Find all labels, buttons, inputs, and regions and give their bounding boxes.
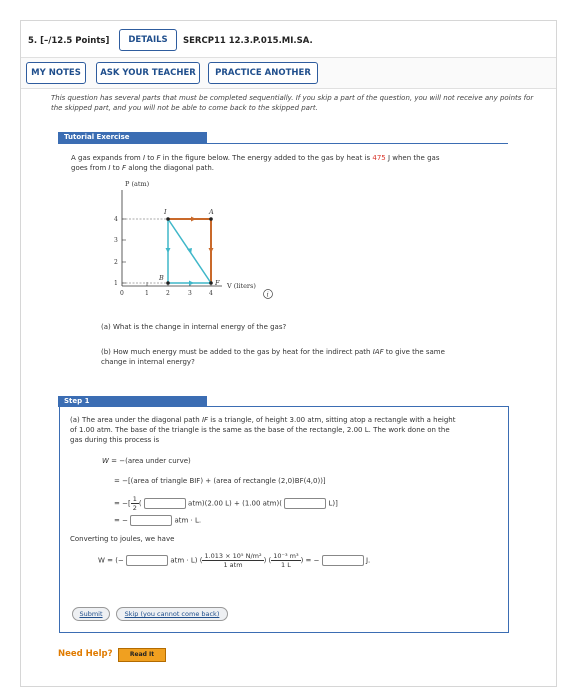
point-i xyxy=(166,217,170,221)
work-atm-l-input[interactable] xyxy=(130,515,172,526)
label-f: F xyxy=(215,279,220,287)
question-number: 5. [–/12.5 Points] xyxy=(28,36,110,46)
tutorial-heading: Tutorial Exercise xyxy=(58,132,207,143)
practice-another-button[interactable]: PRACTICE ANOTHER xyxy=(208,62,318,84)
submit-button[interactable]: Submit xyxy=(72,607,110,621)
step1-box xyxy=(59,406,509,633)
arrow-bf xyxy=(189,281,194,286)
arrow-ia xyxy=(191,217,196,222)
question-card xyxy=(20,20,557,687)
pv-diagram xyxy=(97,176,297,301)
equation-work-atm-l: = − atm · L. xyxy=(114,516,202,525)
points-label: [–/12.5 Points] xyxy=(40,36,110,46)
skip-notice: This question has several parts that must be completed sequentially. If you skip a part of the question, you will not receive any points for the skipped part, and you will not be able to come back to the skipped part. xyxy=(51,94,534,112)
equation-area-values: = −[ $\frac{1}{2}$ ( atm)(2.00 L) + (1.00 atm)( L)] xyxy=(114,495,338,512)
my-notes-button[interactable]: MY NOTES xyxy=(26,62,86,84)
equation-area-sum: = −[(area of triangle BIF) + (area of rectangle (2,0)BF(4,0))] xyxy=(114,477,326,485)
need-help-label: Need Help? xyxy=(58,649,113,659)
tutorial-intro: A gas expands from I to F in the figure below. The energy added to the gas by heat is 475 J when the gas goes from I to F along the diagonal path. xyxy=(71,154,440,172)
question-header xyxy=(21,21,556,57)
y-tick-label: 2 xyxy=(114,259,118,266)
x-axis-label: V (liters) xyxy=(227,282,256,290)
rectangle-base-input[interactable] xyxy=(284,498,326,509)
details-button[interactable]: DETAILS xyxy=(119,29,177,51)
x-tick-label: 0 xyxy=(120,290,124,297)
question-b: (b) How much energy must be added to the gas by heat for the indirect path IAF to give the same change in internal energy? xyxy=(101,348,445,366)
x-tick-label: 2 xyxy=(166,290,170,297)
heat-value: 475 xyxy=(372,154,386,162)
point-f xyxy=(209,281,213,285)
label-i: I xyxy=(164,208,167,216)
y-axis-label: P (atm) xyxy=(125,180,150,188)
y-tick-label: 4 xyxy=(114,216,118,223)
step1-explanation: (a) The area under the diagonal path IF is a triangle, of height 3.00 atm, sitting atop a rectangle with a height of 1.00 atm. The base of the triangle is the same as the base of the rectangle, 2.00 L. The work done on the gas during this process is xyxy=(70,416,456,444)
work-conversion-input[interactable] xyxy=(126,555,168,566)
skip-button[interactable]: Skip (you cannot come back) xyxy=(116,607,228,621)
equation-work-def: W = −(area under curve) xyxy=(102,457,191,465)
label-b: B xyxy=(159,274,164,282)
x-tick-label: 4 xyxy=(209,290,213,297)
label-a: A xyxy=(209,208,214,216)
y-tick-label: 1 xyxy=(114,280,118,287)
x-tick-label: 1 xyxy=(145,290,149,297)
action-nav xyxy=(21,57,556,89)
read-it-button[interactable]: Read It xyxy=(118,648,166,662)
equation-work-joules: W = (− atm · L) ( $\frac{\text{1.013 × 10⁵ N/m²}}{\text{1 atm}}$ ) ( $\frac{\text{10⁻³ m³}}{1 L}$ ) = − J. xyxy=(98,552,371,569)
arrow-ib xyxy=(166,248,171,253)
info-icon xyxy=(264,290,273,299)
work-joules-input[interactable] xyxy=(322,555,364,566)
point-b xyxy=(166,281,170,285)
triangle-height-input[interactable] xyxy=(144,498,186,509)
arrow-af xyxy=(209,248,214,253)
converting-label: Converting to joules, we have xyxy=(70,535,175,543)
x-tick-label: 3 xyxy=(188,290,192,297)
x-ticks xyxy=(120,282,213,297)
svg-text:i: i xyxy=(266,290,269,299)
step1-heading: Step 1 xyxy=(58,396,207,407)
y-tick-label: 3 xyxy=(114,237,118,244)
tutorial-divider xyxy=(58,143,508,144)
ask-teacher-button[interactable]: ASK YOUR TEACHER xyxy=(96,62,200,84)
problem-code: SERCP11 12.3.P.015.MI.SA. xyxy=(183,36,313,46)
question-a: (a) What is the change in internal energy of the gas? xyxy=(101,323,287,331)
y-ticks xyxy=(114,216,126,287)
point-a xyxy=(209,217,213,221)
